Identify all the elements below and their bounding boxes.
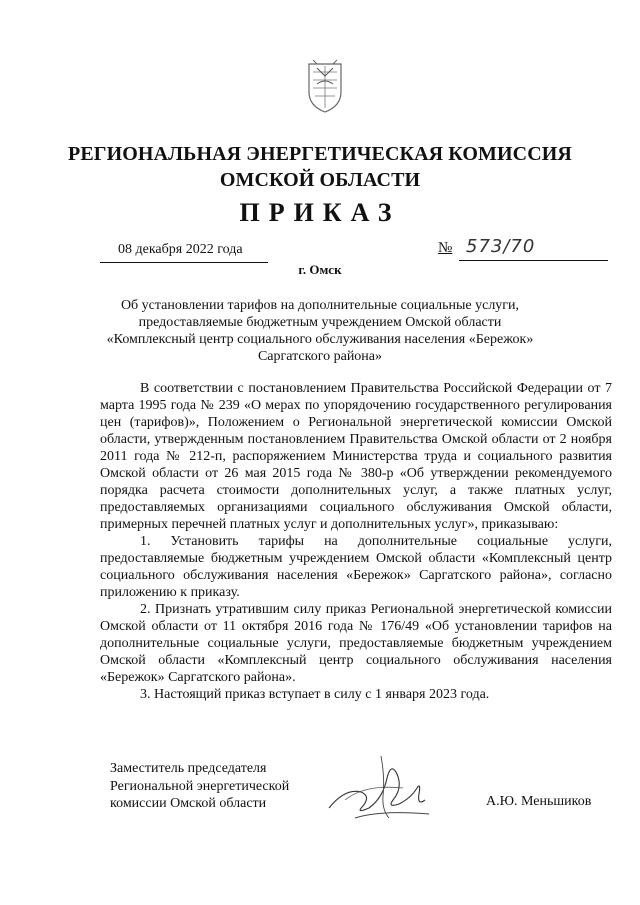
document-subject (100, 297, 540, 365)
signatory-name: А.Ю. Меньшиков (486, 794, 592, 809)
organization-name-line2: ОМСКОЙ ОБЛАСТИ (219, 169, 421, 191)
subject-line: Об установлении тарифов на дополнительные социальные услуги, (120, 298, 520, 313)
document-date: 08 декабря 2022 года (118, 242, 243, 257)
signatory-position (110, 760, 289, 813)
handwritten-signature (325, 748, 435, 828)
coat-of-arms-icon (305, 58, 345, 114)
number-underline (459, 260, 608, 261)
subject-line: «Комплексный центр социального обслуживания населения «Бережок» (106, 332, 534, 347)
document-city: г. Омск (298, 262, 342, 277)
order-item-3: 3. Настоящий приказ вступает в силу с 1 января 2023 года. (140, 687, 490, 702)
signatory-position-line: Региональной энергетической (110, 778, 290, 794)
signatory-position-line: Заместитель председателя (110, 761, 267, 776)
subject-line: Саргатского района» (257, 349, 383, 364)
document-number: 573/70 (466, 236, 536, 257)
order-item-2: 2. Признать утратившим силу приказ Региональной энергетической комиссии Омской области от 11 октября 2016 года № 176/49 «Об установлении тарифов на дополнительные социальные услуги, предоставляемые бюджетным учреждением Омской области «Комплексный центр социального обслуживания населения «Бережок» Саргатского района». (100, 602, 612, 685)
document-body (100, 380, 612, 703)
signatory-position-line: комиссии Омской области (110, 796, 267, 811)
number-sign: № (438, 240, 453, 256)
organization-name-line1: РЕГИОНАЛЬНАЯ ЭНЕРГЕТИЧЕСКАЯ КОМИССИЯ (68, 143, 572, 165)
document-type-title: ПРИКАЗ (239, 198, 401, 227)
subject-line: предоставляемые бюджетным учреждением Омской области (138, 315, 502, 330)
order-item-1: 1. Установить тарифы на дополнительные социальные услуги, предоставляемые бюджетным учреждением Омской области «Комплексный центр социального обслуживания населения «Бережок» Саргатского района», согласно приложению к приказу. (100, 534, 612, 600)
preamble-paragraph: В соответствии с постановлением Правительства Российской Федерации от 7 марта 1995 года № 239 «О мерах по упорядочению государственного регулирования цен (тарифов)», Положением о Региональной энергетической комиссии Омской области, утвержденным постановлением Правительства Омской области от 2 ноября 2011 года № 212-п, распоряжением Министерства труда и социального развития Омской области от 26 мая 2015 года № 380-р «Об утверждении рекомендуемого порядка расчета стоимости дополнительных услуг, а также платных услуг, предоставляемых организациями социального обслуживания Омской области, примерных перечней платных услуг и дополнительных услуг», приказываю: (100, 381, 612, 532)
